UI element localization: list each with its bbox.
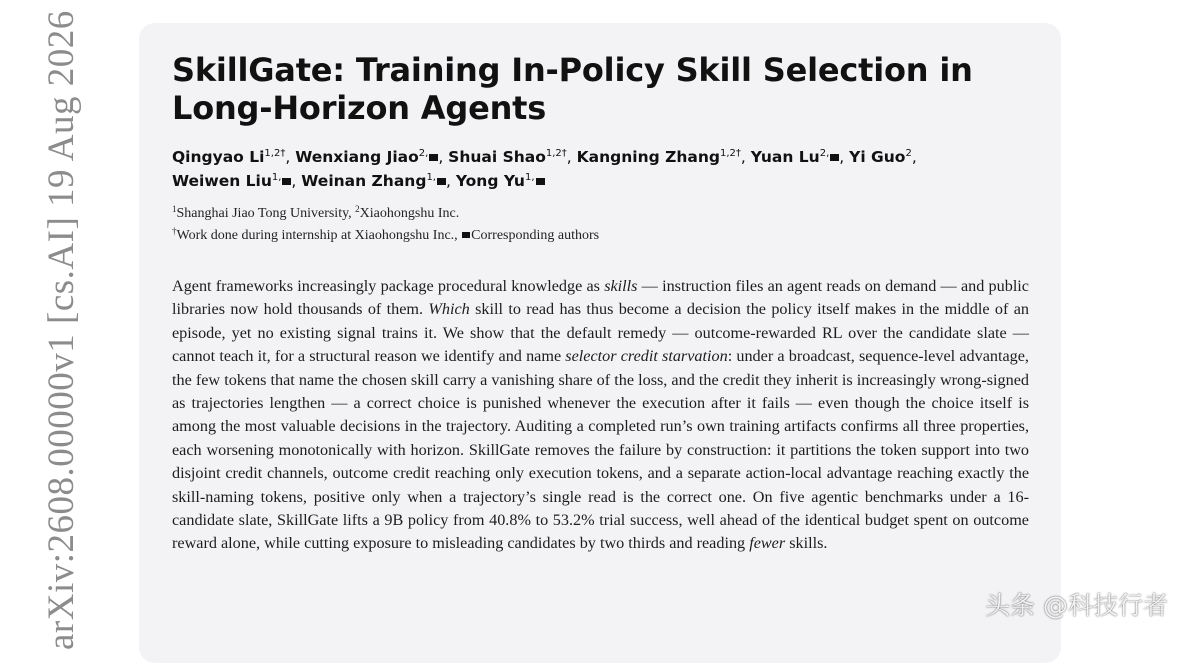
abstract: Agent frameworks increasingly package procedural knowledge as skills — instruction files an agent reads on demand — and public libraries now hold thousands of them. Which skill to read has thus become a decision the policy itself makes in the middle of an episode, yet no existing signal trains it. We show that the default remedy — outcome-rewarded RL over the candidate slate — cannot teach it, for a structural reason we identify and name selector credit starvation: under a broadcast, sequence-level advantage, the few tokens that name the chosen skill carry a vanishing share of the loss, and the credit they inherit is increasingly wrong-signed as trajectories lengthen — a correct choice is punished whenever the execution after it fails — even though the choice itself is among the most valuable decisions in the trajectory. Auditing a completed run’s own training artifacts confirms all three properties, each worsening monotonically with horizon. SkillGate removes the failure by construction: it partitions the token support into two disjoint credit channels, outcome credit reaching only execution tokens, and a separate action-local advantage reaching exactly the skill-naming tokens, positive only when a trajectory’s single read is the correct one. On five agentic benchmarks under a 16-candidate slate, SkillGate lifts a 9B policy from 40.8% to 53.2% trial success, well ahead of the identical budget spent on outcome reward alone, while cutting exposure to misleading candidates by two thirds and reading fewer skills. — [172, 277, 1029, 553]
author: Yuan $Lu^{2,}$ — [751, 148, 839, 166]
footnote-line: †Work done during internship at Xiaohongshu Inc., Corresponding authors — [172, 226, 600, 243]
author: Yi Guo$^2$ — [849, 148, 912, 166]
author: Weiwen Liu$^{1,}$ — [172, 172, 291, 190]
author-list: Qingyao $Li^{1,2\dagger}$, Wenxiang Jiao$^{2,}$ , Shuai Shao$^{1,2\dagger}$, Kangning Zhang$^{1,2\dagger}$, Yuan $Lu^{2,}$ , Yi Guo$^2$, Weiwen Liu$^{1,}$ , Weinan Zhang$^{1,}$ , Yong $Yu^{1,}$ — [172, 148, 917, 190]
author: Yong $Yu^{1,}$ — [456, 172, 545, 190]
source-watermark: 头条 @科技行者 — [985, 591, 1168, 620]
author: Shuai Shao$^{1,2\dagger}$ — [448, 148, 567, 166]
envelope-icon — [437, 178, 446, 185]
envelope-icon — [462, 232, 470, 238]
arxiv-identifier-stamp: arXiv:2608.00000v1 [cs.AI] 19 Aug 2026 — [41, 10, 82, 650]
envelope-icon — [282, 178, 291, 185]
envelope-icon — [830, 154, 839, 161]
author: Wenxiang Jiao$^{2,}$ — [295, 148, 438, 166]
paper-header-card — [139, 23, 1061, 663]
paper-title: SkillGate: Training In-Policy Skill Selection in Long-Horizon Agents — [172, 51, 973, 127]
envelope-icon — [536, 178, 545, 185]
affiliation-line: $^1$Shanghai Jiao Tong University, $^2$Xiaohongshu Inc. — [172, 204, 460, 221]
affiliations — [172, 203, 1029, 247]
author: Kangning Zhang$^{1,2\dagger}$ — [576, 148, 741, 166]
envelope-icon — [429, 154, 438, 161]
author: Weinan Zhang$^{1,}$ — [301, 172, 446, 190]
author: Qingyao $Li^{1,2\dagger}$ — [172, 148, 286, 166]
